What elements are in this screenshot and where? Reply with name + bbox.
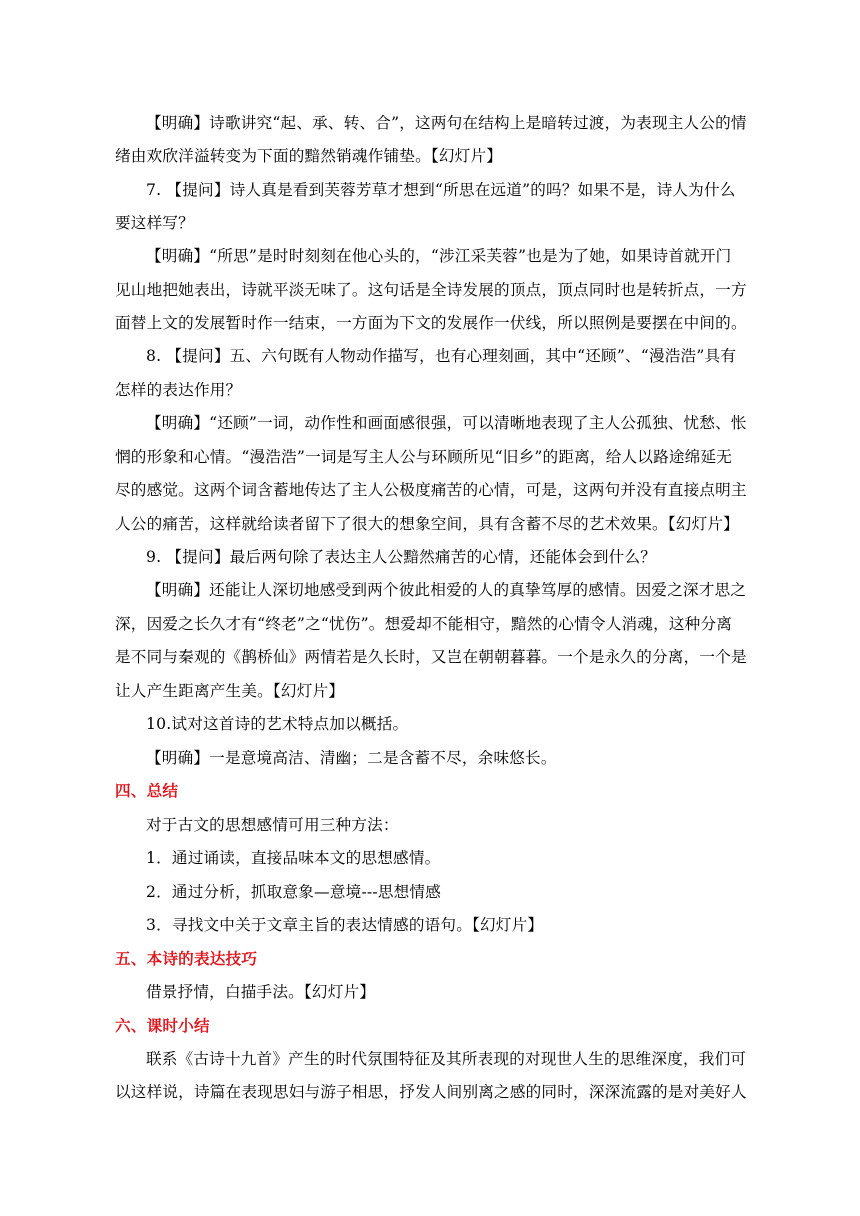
question-line: 7. 【提问】诗人真是看到芙蓉芳草才想到“所思在远道”的吗？如果不是，诗人为什么	[146, 181, 736, 199]
paragraph-line: 让人产生距离产生美。【幻灯片】	[115, 682, 345, 700]
question-line: 10.试对这首诗的艺术特点加以概括。	[146, 715, 409, 733]
list-item: 3．寻找文中关于文章主旨的表达情感的语句。【幻灯片】	[146, 916, 544, 934]
paragraph-line: 借景抒情，白描手法。【幻灯片】	[146, 983, 376, 1001]
paragraph-line: 联系《古诗十九首》产生的时代氛围特征及其所表现的对现世人生的思维深度，我们可	[146, 1050, 747, 1068]
section-heading-techniques: 五、本诗的表达技巧	[115, 949, 258, 968]
list-item: 1．通过诵读，直接品味本文的思想感情。	[146, 849, 441, 867]
question-line: 8. 【提问】五、六句既有人物动作描写，也有心理刻画，其中“还顾”、“漫浩浩”具有	[146, 347, 737, 365]
paragraph-line: 以这样说，诗篇在表现思妇与游子相思，抒发人间别离之感的同时，深深流露的是对美好人	[115, 1083, 747, 1101]
paragraph-line: 见山地把她表出，诗就平淡无味了。这句话是全诗发展的顶点，顶点同时也是转折点，一方	[115, 281, 747, 299]
paragraph-line: 要这样写？	[115, 214, 194, 232]
paragraph-line: 尽的感觉。这两个词含蓄地传达了主人公极度痛苦的心情，可是，这两句并没有直接点明主	[115, 481, 747, 499]
paragraph-line: 【明确】还能让人深切地感受到两个彼此相爱的人的真挚笃厚的感情。因爱之深才思之	[146, 581, 747, 599]
question-line: 9. 【提问】最后两句除了表达主人公黯然痛苦的心情，还能体会到什么？	[146, 548, 657, 566]
paragraph-line: 【明确】一是意境高洁、清幽；二是含蓄不尽，余味悠长。	[146, 749, 557, 767]
paragraph-line: 【明确】“还顾”一词，动作性和画面感很强，可以清晰地表现了主人公孤独、忧愁、怅	[146, 414, 747, 432]
paragraph-line: 是不同与秦观的《鹊桥仙》两情若是久长时，又岂在朝朝暮暮。一个是永久的分离，一个是	[115, 648, 747, 666]
paragraph-line: 深，因爱之长久才有“终老”之“忧伤”。想爱却不能相守，黯然的心情令人消魂，这种分离	[115, 615, 733, 633]
paragraph-line: 惘的形象和心情。“漫浩浩”一词是写主人公与环顾所见“旧乡”的距离，给人以路途绵延无	[115, 448, 733, 466]
paragraph-line: 绪由欢欣洋溢转变为下面的黯然销魂作铺垫。【幻灯片】	[115, 147, 503, 165]
paragraph-line: 怎样的表达作用？	[115, 381, 242, 399]
paragraph-line: 【明确】“所思”是时时刻刻在他心头的，“涉江采芙蓉”也是为了她，如果诗首就开门	[146, 247, 732, 265]
paragraph-line: 人公的痛苦，这样就给读者留下了很大的想象空间，具有含蓄不尽的艺术效果。【幻灯片】	[115, 515, 739, 533]
list-item: 2．通过分析，抓取意象—意境---思想情感	[146, 883, 442, 901]
paragraph-line: 对于古文的思想感情可用三种方法：	[146, 816, 399, 834]
paragraph-line: 面替上文的发展暂时作一结束，一方面为下文的发展作一伏线，所以照例是要摆在中间的。	[115, 314, 747, 332]
paragraph-line: 【明确】诗歌讲究“起、承、转、合”，这两句在结构上是暗转过渡，为表现主人公的情	[146, 114, 747, 132]
section-heading-summary: 四、总结	[115, 781, 179, 800]
section-heading-lesson-summary: 六、课时小结	[115, 1016, 210, 1035]
